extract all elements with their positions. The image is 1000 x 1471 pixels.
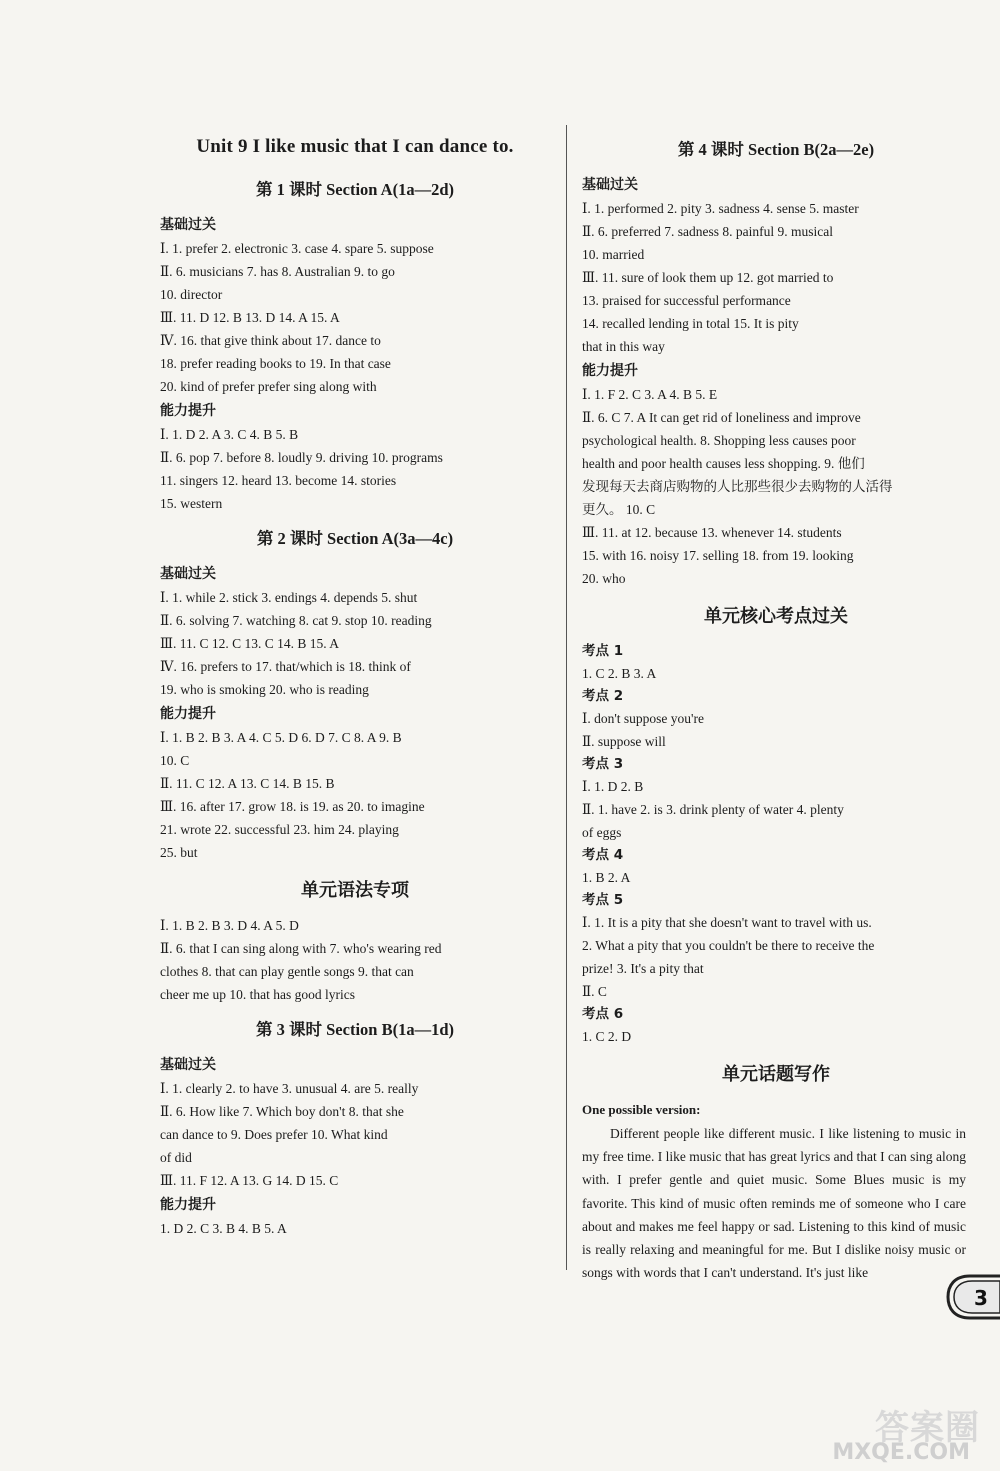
answer-line: 20. who [582,571,626,586]
answer-line: 18. prefer reading books to 19. In that case [160,356,391,371]
basic-label: 基础过关 [160,566,216,582]
answer-line: Ⅱ. 6. musicians 7. has 8. Australian 9. to go [160,264,395,279]
answer-line: Ⅱ. suppose will [582,734,666,749]
answer-line: 10. C [160,753,190,768]
answer-line: 2. What a pity that you couldn't be there to receive the [582,938,875,953]
answer-line: 1. C 2. B 3. A [582,666,657,681]
answer-line: 15. western [160,496,223,511]
answer-line: clothes 8. that can play gentle songs 9. that can [160,964,414,979]
answer-line: 15. with 16. noisy 17. selling 18. from 19. looking [582,548,854,563]
answer-line: Ⅰ. 1. prefer 2. electronic 3. case 4. spare 5. suppose [160,241,434,256]
answer-line: Ⅰ. 1. It is a pity that she doesn't want to travel with us. [582,915,872,930]
answer-line: Ⅰ. 1. performed 2. pity 3. sadness 4. sense 5. master [582,201,859,216]
answer-line: Ⅰ. 1. F 2. C 3. A 4. B 5. E [582,387,718,402]
kaodian-label: 考点 6 [582,1006,624,1022]
section-title: 单元话题写作 [722,1064,830,1084]
answer-line: Ⅱ. 6. pop 7. before 8. loudly 9. driving 10. programs [160,450,443,465]
column-divider [566,125,567,1270]
answer-line: of eggs [582,825,622,840]
essay-text: Different people like different music. I like listening to music in my free time. I like music that has great lyrics and that I can sing along with. I prefer gentle and quiet music. Some Blues music is my favorite. This kind of music often reminds me of someone who I care about and makes me feel happy or sad. Listening to this kind of music is really relaxing and meaningful for me. But I dislike noisy music or songs with words that I can't understand. It's just like [582,1126,966,1281]
kaodian-label: 考点 4 [582,847,624,863]
answer-line: 更久。 10. C [582,502,656,517]
answer-line: Ⅲ. 11. F 12. A 13. G 14. D 15. C [160,1173,339,1188]
answer-line: Ⅲ. 11. D 12. B 13. D 14. A 15. A [160,310,340,325]
ability-label: 能力提升 [582,363,638,379]
answer-line: 25. but [160,845,198,860]
answer-line: can dance to 9. Does prefer 10. What kind [160,1127,388,1142]
answer-line: 21. wrote 22. successful 23. him 24. playing [160,822,399,837]
answer-line: Ⅰ. 1. B 2. B 3. D 4. A 5. D [160,918,299,933]
lesson-title: 第 3 课时 Section B(1a—1d) [256,1020,454,1039]
right-column [582,128,970,1284]
watermark-url: MXQE.COM [832,1440,970,1465]
answer-line: Ⅱ. 6. solving 7. watching 8. cat 9. stop 10. reading [160,613,432,628]
writing-section [582,1060,970,1284]
lesson-title: 第 4 课时 Section B(2a—2e) [677,140,875,159]
answer-line: Ⅰ. 1. D 2. B [582,779,644,794]
kaodian-label: 考点 5 [582,892,624,908]
answer-line: 11. singers 12. heard 13. become 14. stories [160,473,397,488]
section-title: 单元语法专项 [301,880,409,900]
kaodian-label: 考点 2 [582,688,624,704]
basic-label: 基础过关 [582,177,638,193]
ability-label: 能力提升 [160,403,216,419]
lesson-4 [582,136,970,590]
lesson-title: 第 1 课时 Section A(1a—2d) [256,180,454,199]
answer-line: prize! 3. It's a pity that [582,961,704,976]
answer-line: Ⅲ. 11. C 12. C 13. C 14. B 15. A [160,636,340,651]
answer-line: Ⅱ. 11. C 12. A 13. C 14. B 15. B [160,776,335,791]
lesson-1 [160,176,550,515]
lesson-2 [160,525,550,864]
core-points-section [582,602,970,1048]
essay-heading: One possible version: [582,1102,701,1117]
answer-line: Ⅰ. 1. clearly 2. to have 3. unusual 4. are 5. really [160,1081,419,1096]
answer-line: Ⅱ. 6. that I can sing along with 7. who's wearing red [160,941,442,956]
answer-line: cheer me up 10. that has good lyrics [160,987,355,1002]
answer-line: Ⅰ. 1. B 2. B 3. A 4. C 5. D 6. D 7. C 8. A 9. B [160,730,402,745]
basic-label: 基础过关 [160,217,216,233]
answer-line: Ⅱ. 6. How like 7. Which boy don't 8. that she [160,1104,404,1119]
answer-line: Ⅳ. 16. prefers to 17. that/which is 18. think of [160,659,411,674]
kaodian-label: 考点 3 [582,756,624,772]
basic-label: 基础过关 [160,1057,216,1073]
answer-line: 1. C 2. D [582,1029,632,1044]
unit-title: Unit 9 I like music that I can dance to. [196,136,514,157]
lesson-3 [160,1016,550,1240]
answer-line: Ⅰ. 1. while 2. stick 3. endings 4. depends 5. shut [160,590,418,605]
answer-line: 14. recalled lending in total 15. It is pity [582,316,799,331]
answer-line: of did [160,1150,192,1165]
answer-line: Ⅱ. 1. have 2. is 3. drink plenty of water 4. plenty [582,802,844,817]
answer-line: that in this way [582,339,665,354]
lesson-title: 第 2 课时 Section A(3a—4c) [256,529,454,548]
section-title: 单元核心考点过关 [704,606,848,626]
grammar-section [160,876,550,1006]
left-column [160,128,550,1240]
answer-line: Ⅳ. 16. that give think about 17. dance to [160,333,381,348]
answer-line: 10. married [582,247,645,262]
answer-line: Ⅱ. C [582,984,607,999]
answer-line: Ⅱ. 6. C 7. A It can get rid of loneliness and improve [582,410,861,425]
page-number: 3 [974,1286,988,1310]
answer-line: 1. D 2. C 3. B 4. B 5. A [160,1221,287,1236]
answer-line: Ⅰ. 1. D 2. A 3. C 4. B 5. B [160,427,299,442]
ability-label: 能力提升 [160,1197,216,1213]
answer-line: psychological health. 8. Shopping less causes poor [582,433,856,448]
answer-line: 19. who is smoking 20. who is reading [160,682,369,697]
answer-line: 10. director [160,287,223,302]
answer-line: Ⅲ. 11. sure of look them up 12. got married to [582,270,834,285]
kaodian-label: 考点 1 [582,643,624,659]
answer-line: 20. kind of prefer prefer sing along with [160,379,377,394]
ability-label: 能力提升 [160,706,216,722]
answer-line: 1. B 2. A [582,870,631,885]
answer-line: Ⅲ. 11. at 12. because 13. whenever 14. students [582,525,842,540]
answer-line: Ⅱ. 6. preferred 7. sadness 8. painful 9. musical [582,224,833,239]
answer-line: 发现每天去商店购物的人比那些很少去购物的人活得 [582,479,893,494]
watermark-logo: 答案圈 [875,1408,980,1448]
answer-line: health and poor health causes less shopping. 9. 他们 [582,456,865,471]
answer-line: Ⅲ. 16. after 17. grow 18. is 19. as 20. to imagine [160,799,425,814]
answer-line: Ⅰ. don't suppose you're [582,711,704,726]
answer-line: 13. praised for successful performance [582,293,791,308]
page-number-tab [940,1272,1000,1322]
